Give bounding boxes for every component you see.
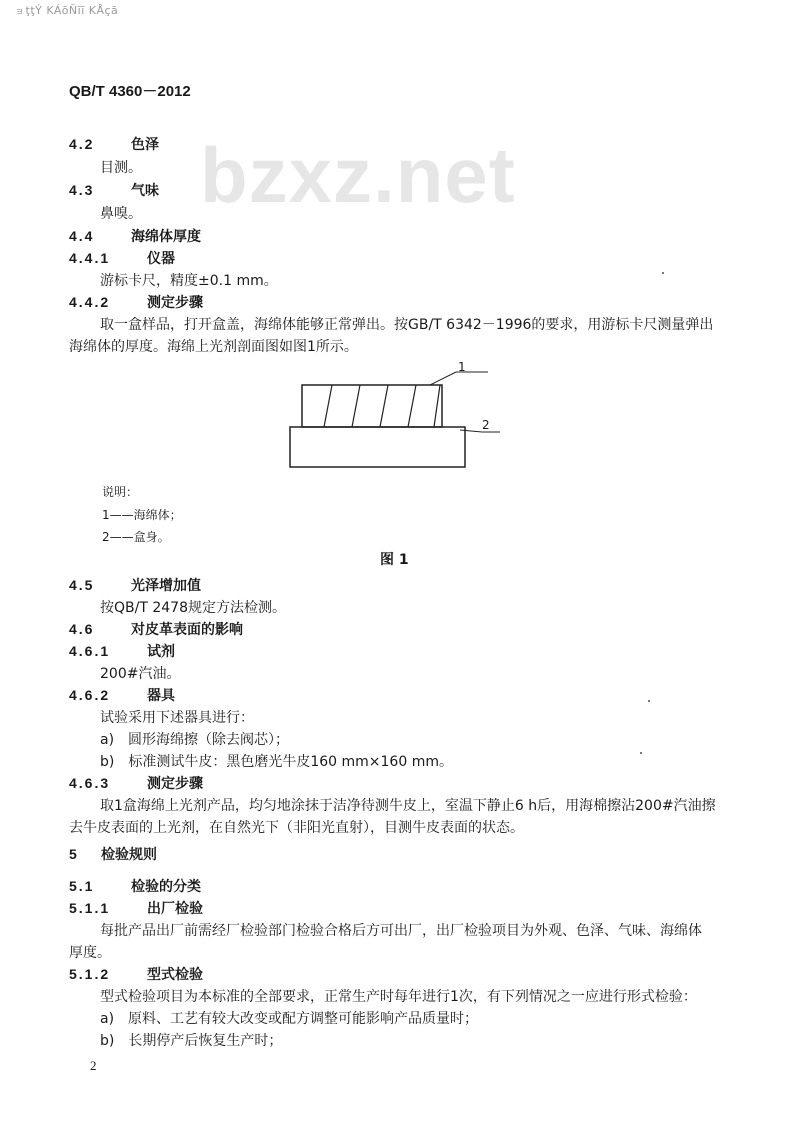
header-garbled-text: ョţţÝ KÁōÑīī KÅçã xyxy=(14,4,119,17)
section-5-1-1-heading: 5.1.1 出厂检验 xyxy=(69,900,203,917)
section-4-3-body: 鼻嗅。 xyxy=(100,206,142,222)
section-4-6-3-body-line2: 去牛皮表面的上光剂，在自然光下（非阳光直射），目测牛皮表面的状态。 xyxy=(69,820,524,836)
section-4-2-heading: 4.2 色泽 xyxy=(69,136,159,153)
section-4-4-1-body: 游标卡尺，精度±0.1 mm。 xyxy=(100,273,278,289)
scan-speck xyxy=(640,752,642,754)
section-5-1-2-heading: 5.1.2 型式检验 xyxy=(69,966,203,983)
section-4-5-heading: 4.5 光泽增加值 xyxy=(69,577,201,594)
section-4-4-1-heading: 4.4.1 仪器 xyxy=(69,250,175,267)
section-4-4-2-body-line1: 取一盒样品，打开盒盖，海绵体能够正常弹出。按GB/T 6342－1996的要求，用游标卡尺测量弹出 xyxy=(100,317,714,333)
section-4-6-3-heading: 4.6.3 测定步骤 xyxy=(69,775,203,792)
section-5-1-2-item-b: b) 长期停产后恢复生产时； xyxy=(100,1033,283,1049)
section-4-2-body: 目测。 xyxy=(100,160,142,176)
scan-speck xyxy=(648,700,650,702)
section-5-1-1-body-line2: 厚度。 xyxy=(69,945,111,961)
section-4-4-heading: 4.4 海绵体厚度 xyxy=(69,228,201,245)
section-4-6-2-body: 试验采用下述器具进行： xyxy=(100,710,254,726)
scan-speck xyxy=(662,272,664,274)
section-4-3-heading: 4.3 气味 xyxy=(69,182,159,199)
sponge-body xyxy=(302,385,442,427)
section-5-1-2-body: 型式检验项目为本标准的全部要求，正常生产时每年进行1次，有下列情况之一应进行形式检验： xyxy=(100,989,697,1005)
figure-caption: 图 1 xyxy=(380,552,409,568)
figure-legend-item-2: 2——盒身。 xyxy=(102,530,170,544)
section-4-6-3-body-line1: 取1盒海绵上光剂产品，均匀地涂抹于洁净待测牛皮上，室温下静止6 h后，用海棉擦沾200#汽油擦 xyxy=(100,798,716,814)
watermark: bzxz.net xyxy=(200,131,516,219)
figure-legend-title: 说明： xyxy=(102,485,139,499)
section-5-heading: 5 检验规则 xyxy=(69,846,157,863)
box-body xyxy=(290,427,465,467)
section-4-6-heading: 4.6 对皮革表面的影响 xyxy=(69,621,243,638)
section-5-1-1-body-line1: 每批产品出厂前需经厂检验部门检验合格后方可出厂，出厂检验项目为外观、色泽、气味、海绵体 xyxy=(100,923,702,939)
section-4-6-1-body: 200#汽油。 xyxy=(100,666,181,682)
section-4-6-2-item-a: a) 圆形海绵擦（除去阀芯）； xyxy=(100,732,290,748)
page-number: 2 xyxy=(90,1058,97,1073)
section-4-6-2-heading: 4.6.2 器具 xyxy=(69,687,175,704)
standard-number: QB/T 4360－2012 xyxy=(69,83,191,100)
section-5-1-2-item-a: a) 原料、工艺有较大改变或配方调整可能影响产品质量时； xyxy=(100,1011,479,1027)
section-4-6-2-item-b: b) 标准测试牛皮：黑色磨光牛皮160 mm×160 mm。 xyxy=(100,754,453,770)
figure-legend-item-1: 1——海绵体； xyxy=(102,508,182,522)
callout-label-1: 1 xyxy=(458,360,466,374)
section-5-1-heading: 5.1 检验的分类 xyxy=(69,878,201,895)
callout-leader-2 xyxy=(460,430,500,432)
section-4-4-2-body-line2: 海绵体的厚度。海绵上光剂剖面图如图1所示。 xyxy=(69,339,358,355)
section-4-4-2-heading: 4.4.2 测定步骤 xyxy=(69,294,203,311)
section-4-6-1-heading: 4.6.1 试剂 xyxy=(69,643,175,660)
section-4-5-body: 按QB/T 2478规定方法检测。 xyxy=(100,600,286,616)
callout-label-2: 2 xyxy=(482,418,490,432)
